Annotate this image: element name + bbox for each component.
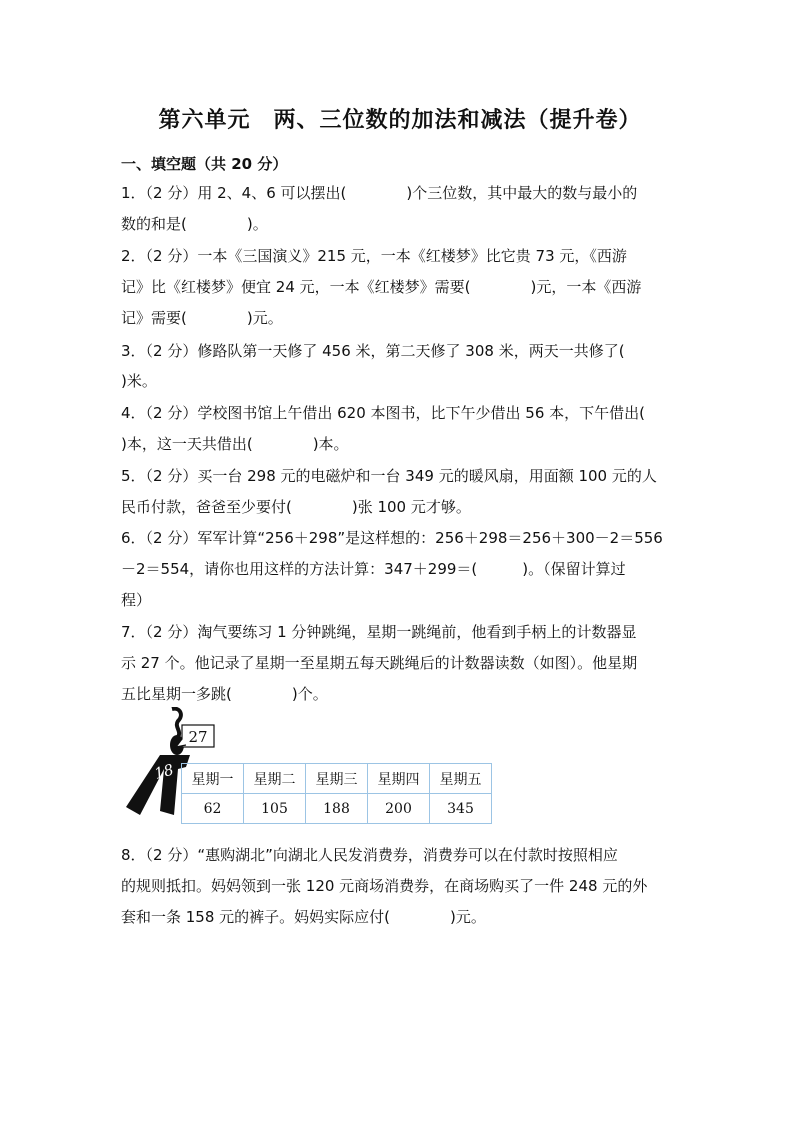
table-row [182, 794, 492, 824]
question-line: 4．（2 分）学校图书馆上午借出 620 本图书，比下午少借出 56 本，下午借出( [121, 404, 645, 422]
table-header-row [182, 764, 492, 794]
question-line: 1．（2 分）用 2、4、6 可以摆出( )个三位数，其中最大的数与最小的 [121, 184, 638, 202]
question-line: －2＝554，请你也用这样的方法计算：347＋299＝( )。（保留计算过 [121, 560, 626, 578]
table-header-cell: 星期四 [368, 764, 430, 794]
question-line: 7．（2 分）淘气要练习 1 分钟跳绳，星期一跳绳前，他看到手柄上的计数器显 [121, 623, 637, 641]
table-header-cell: 星期三 [306, 764, 368, 794]
question-line: 民币付款，爸爸至少要付( )张 100 元才够。 [121, 498, 471, 516]
table-cell: 188 [306, 794, 368, 824]
question-line: 数的和是( )。 [121, 215, 268, 233]
table-header-cell: 星期一 [182, 764, 244, 794]
counter-display: 27 [188, 728, 208, 746]
reading-table [181, 763, 492, 824]
question-line: 五比星期一多跳( )个。 [121, 685, 328, 703]
question-line: 程） [121, 591, 152, 609]
question-line: 记》需要( )元。 [121, 309, 283, 327]
table-header-cell: 星期二 [244, 764, 306, 794]
table-cell: 345 [430, 794, 492, 824]
question-line: )本，这一天共借出( )本。 [121, 435, 349, 453]
question-line: 示 27 个。他记录了星期一至星期五每天跳绳后的计数器读数（如图）。他星期 [121, 654, 638, 672]
table-cell: 105 [244, 794, 306, 824]
question-line: 套和一条 158 元的裤子。妈妈实际应付( )元。 [121, 908, 486, 926]
question-line: 2．（2 分）一本《三国演义》215 元，一本《红楼梦》比它贵 73 元，《西游 [121, 247, 627, 265]
question-line: 记》比《红楼梦》便宜 24 元，一本《红楼梦》需要( )元，一本《西游 [121, 278, 642, 296]
handle-label: 18 [152, 760, 176, 783]
question-line: )米。 [121, 372, 157, 390]
page-title: 第六单元 两、三位数的加法和减法（提升卷） [158, 108, 642, 133]
question-line: 5．（2 分）买一台 298 元的电磁炉和一台 349 元的暖风扇，用面额 100 元的人 [121, 467, 657, 485]
table-header-cell: 星期五 [430, 764, 492, 794]
question-line: 8．（2 分）“惠购湖北”向湖北人民发消费券，消费券可以在付款时按照相应 [121, 846, 618, 864]
table-cell: 200 [368, 794, 430, 824]
section-heading: 一、填空题（共 20 分） [121, 155, 288, 173]
table-cell: 62 [182, 794, 244, 824]
question-line: 6．（2 分）军军计算“256＋298”是这样想的：256＋298＝256＋300－2＝556 [121, 529, 663, 547]
question-line: 的规则抵扣。妈妈领到一张 120 元商场消费券，在商场购买了一件 248 元的外 [121, 877, 648, 895]
question-line: 3．（2 分）修路队第一天修了 456 米，第二天修了 308 米，两天一共修了( [121, 342, 625, 360]
